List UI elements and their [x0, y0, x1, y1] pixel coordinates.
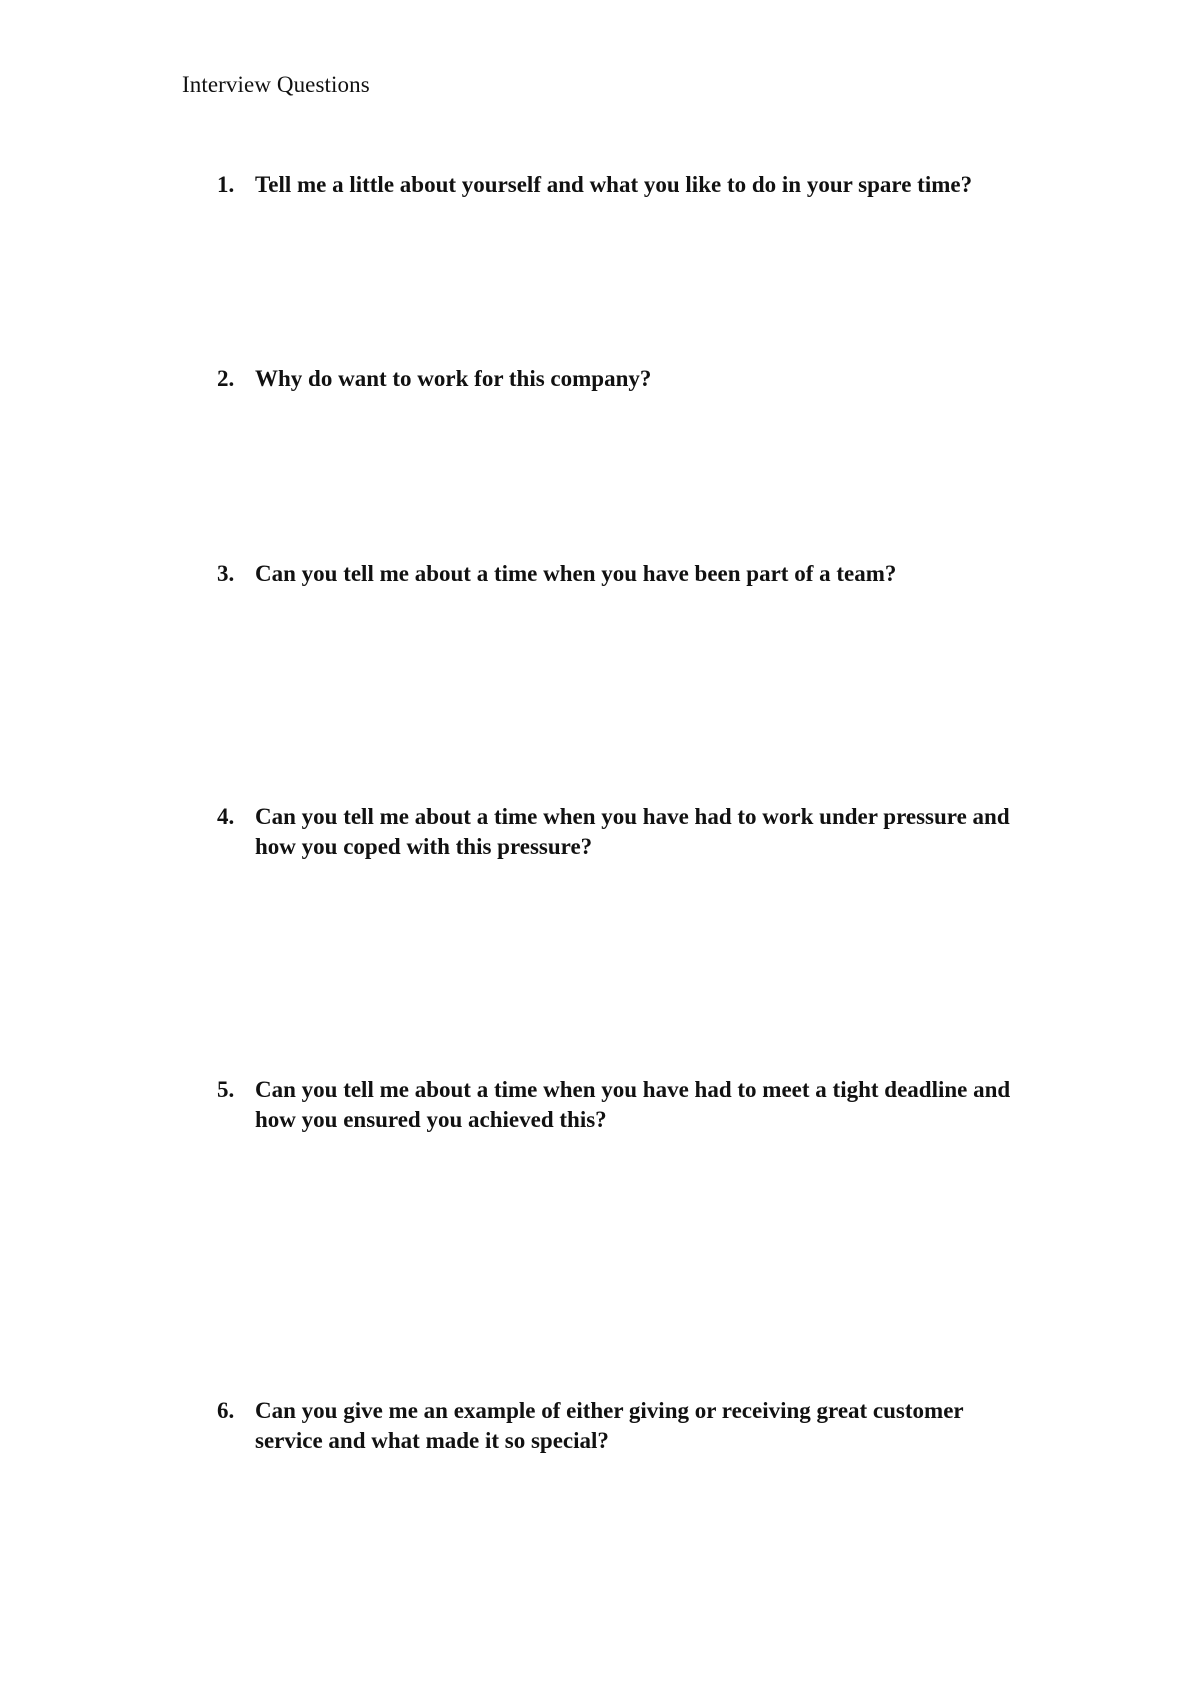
question-item	[217, 1396, 1047, 1456]
page-title: Interview Questions	[182, 72, 370, 97]
question-number: 4.	[217, 804, 235, 829]
question-number: 1.	[217, 172, 235, 197]
question-item	[217, 170, 1047, 200]
question-item	[217, 364, 1047, 394]
question-text: Tell me a little about yourself and what you like to do in your spare time?	[255, 172, 973, 197]
question-number: 6.	[217, 1398, 235, 1423]
question-text: Can you tell me about a time when you have had to meet a tight deadline and how you ensured you achieved this?	[255, 1077, 1011, 1132]
question-text: Can you tell me about a time when you have been part of a team?	[255, 561, 897, 586]
question-text: Can you give me an example of either giving or receiving great customer service and what made it so special?	[255, 1398, 964, 1453]
question-number: 5.	[217, 1077, 235, 1102]
question-item	[217, 802, 1047, 862]
question-text: Can you tell me about a time when you have had to work under pressure and how you coped with this pressure?	[255, 804, 1010, 859]
question-number: 2.	[217, 366, 235, 391]
question-item	[217, 1075, 1047, 1135]
question-text: Why do want to work for this company?	[255, 366, 652, 391]
question-number: 3.	[217, 561, 235, 586]
question-item	[217, 559, 1047, 589]
